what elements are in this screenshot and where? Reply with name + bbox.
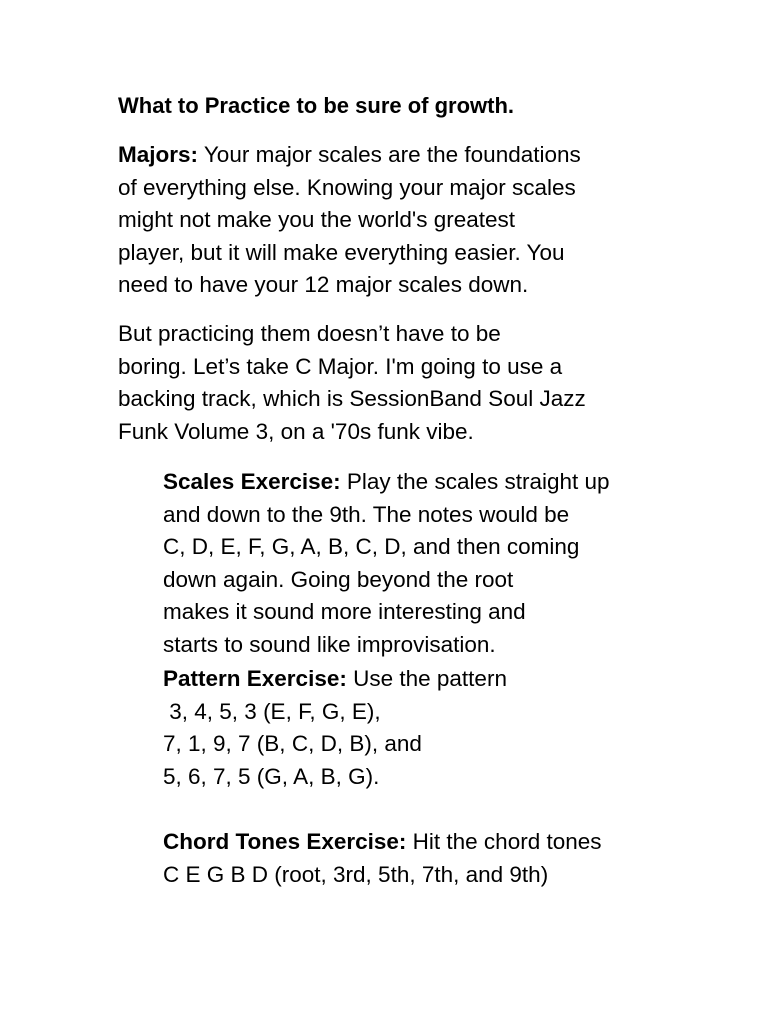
scales-line-2: and down to the 9th. The notes would be	[163, 501, 570, 527]
scales-line-3: C, D, E, F, G, A, B, C, D, and then coming	[163, 534, 580, 559]
pattern-line-4: 5, 6, 7, 5 (G, A, B, G).	[163, 763, 380, 789]
scales-exercise-label: Scales Exercise:	[163, 469, 341, 494]
pattern-line-3: 7, 1, 9, 7 (B, C, D, B), and	[163, 731, 422, 756]
scales-line-5: makes it sound more interesting and	[163, 599, 526, 624]
pattern-text: Use the pattern	[346, 666, 507, 691]
intro-line-4: Funk Volume 3, on a '70s funk vibe.	[118, 418, 474, 444]
majors-line-3: might not make you the world's greatest	[118, 207, 515, 232]
majors-text: Your major scales are the foundations	[198, 142, 581, 167]
majors-line-4: player, but it will make everything easier. You	[118, 239, 565, 265]
scales-line-4: down again. Going beyond the root	[163, 566, 514, 592]
pattern-exercise-block	[163, 663, 683, 793]
majors-line-2: of everything else. Knowing your major scales	[118, 174, 576, 200]
chord-tones-line-2: C E G B D (root, 3rd, 5th, 7th, and 9th)	[163, 861, 549, 887]
scales-text: Play the scales straight up	[340, 469, 610, 494]
pattern-line-2: 3, 4, 5, 3 (E, F, G, E),	[163, 698, 381, 724]
chord-tones-line-1	[163, 826, 683, 859]
majors-line-5: need to have your 12 major scales down.	[118, 272, 529, 297]
intro-paragraph	[118, 318, 678, 448]
pattern-exercise-label: Pattern Exercise:	[163, 666, 347, 691]
scales-line-1	[163, 466, 683, 499]
chord-tones-exercise-block	[163, 826, 683, 891]
intro-line-1: But practicing them doesn’t have to be	[118, 321, 501, 346]
intro-line-3: backing track, which is SessionBand Soul Jazz	[118, 386, 586, 411]
chord-tones-text: Hit the chord tones	[406, 829, 602, 854]
page-title: What to Practice to be sure of growth.	[118, 93, 515, 118]
chord-tones-exercise-label: Chord Tones Exercise:	[163, 829, 407, 854]
pattern-line-1	[163, 663, 683, 696]
majors-label: Majors:	[118, 142, 199, 167]
intro-line-2: boring. Let’s take C Major. I'm going to use a	[118, 353, 563, 379]
majors-paragraph	[118, 139, 678, 302]
scales-exercise-block	[163, 466, 683, 661]
majors-line-1	[118, 139, 678, 172]
scales-line-6: starts to sound like improvisation.	[163, 631, 496, 657]
